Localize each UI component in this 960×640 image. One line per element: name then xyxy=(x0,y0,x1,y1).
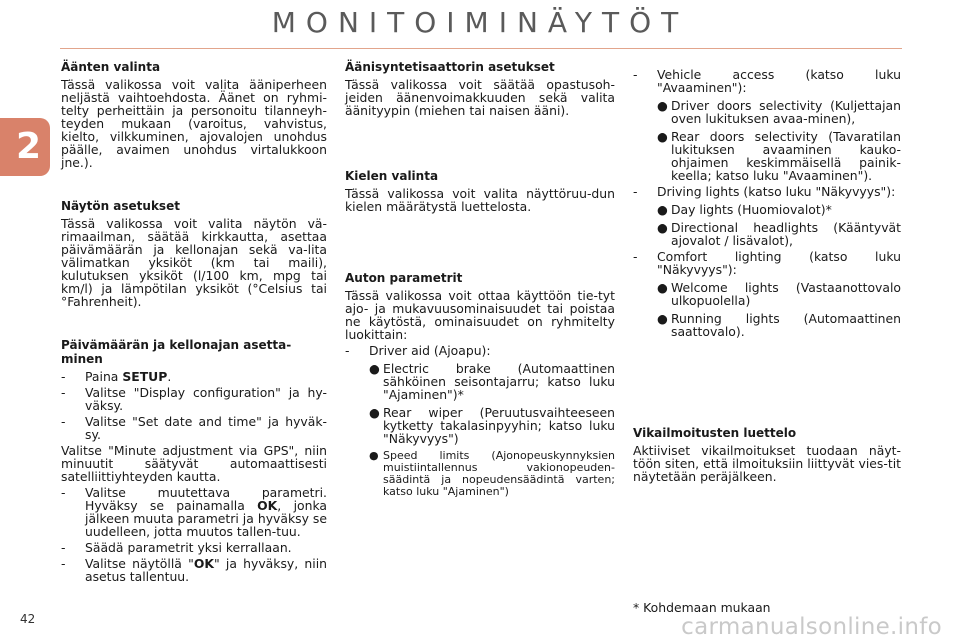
bullet-item: ● Rear wiper (Peruutusvaihteeseen kytketty takalasinpyyhin; katso luku "Näkyvyys") xyxy=(369,405,615,446)
section-text-date-time: Valitse "Minute adjustment via GPS", niin minuutit säätyvät automaattisesti satelliittiyhteyden kautta. xyxy=(61,443,327,484)
bullet-item: ● Driver doors selectivity (Kuljettajan oven lukituksen avaa-minen), xyxy=(657,98,901,126)
page-number: 42 xyxy=(20,612,36,626)
list-item-driving-lights: - Driving lights (katso luku "Näkyvyys"): xyxy=(633,184,896,199)
section-text-voice-synth: Tässä valikossa voit säätää opastusoh-jeiden äänenvoimakkuuden sekä valita äänityypin (miehen tai naisen ääni). xyxy=(345,77,615,118)
list-item: - Valitse näytöllä "OK" ja hyväksy, niin asetus tallentuu. xyxy=(61,556,328,584)
list-item: - Valitse muutettava parametri. Hyväksy se painamalla OK, jonka jälkeen muuta parametri ja hyväksy se uudelleen, jotta muutos tallen-tuu. xyxy=(61,485,327,539)
watermark: carmanualsonline.info xyxy=(681,614,942,640)
chapter-number: 2 xyxy=(16,126,42,167)
section-heading-display-settings: Näytön asetukset xyxy=(61,199,180,213)
list-item: - Säädä parametrit yksi kerrallaan. xyxy=(61,540,292,555)
section-heading-date-time: Päivämäärän ja kellonajan asetta-minen xyxy=(61,338,292,366)
section-heading-voice-synth: Äänisyntetisaattorin asetukset xyxy=(345,60,555,74)
section-heading-vehicle-params: Auton parametrit xyxy=(345,271,463,285)
bullet-item: ● Rear doors selectivity (Tavaratilan lukituksen avaaminen kauko-ohjaimen keskimmäisellä painik-keella; katso luku "Avaaminen"). xyxy=(657,129,901,183)
bullet-item: ● Running lights (Automaattinen saattovalo). xyxy=(657,311,901,339)
list-item-driver-aid: - Driver aid (Ajoapu): xyxy=(345,343,491,358)
section-heading-fault-log: Vikailmoitusten luettelo xyxy=(633,426,797,440)
column-1 xyxy=(61,60,327,583)
section-text-language: Tässä valikossa voit valita näyttöruu-dun kielen määrätystä luettelosta. xyxy=(345,186,615,214)
title-divider xyxy=(60,48,902,49)
bullet-item: ● Day lights (Huomiovalot)* xyxy=(657,202,832,217)
list-item: - Valitse "Display configuration" ja hy-väksy. xyxy=(61,385,327,413)
section-text-display-settings: Tässä valikossa voit valita näytön vä-rimaailman, säätää kirkkautta, asettaa päivämäärän ja kellonajan sekä va-lita välimatkan yksiköt (km tai maili), kulutuksen yksiköt (l/100 km, mpg tai km/l) ja lämpötilan yksiköt (°Celsius tai °Fahrenheit). xyxy=(61,216,327,309)
bullet-item: ● Electric brake (Automaattinen sähköinen seisontajarru; katso luku "Ajaminen")* xyxy=(369,361,615,402)
section-text-vehicle-params: Tässä valikossa voit ottaa käyttöön tie-tyt ajo- ja mukavuusominaisuudet tai poistaa ne käytöstä, ominaisuudet on ryhmitelty luokittain: xyxy=(345,288,615,342)
bullet-item: ● Welcome lights (Vastaanottovalo ulkopuolella) xyxy=(657,280,901,308)
column-3 xyxy=(633,60,901,483)
section-text-sound-selection: Tässä valikossa voit valita ääniperheen neljästä vaihtoehdosta. Äänet on ryhmi-telty perheittäin ja personoitu tilanneyh-teyden mukaan (varoitus, vahvistus, kielto, vilkkuminen, ajovalojen unohdus päälle, avaimen unohdus virtalukkoon jne.). xyxy=(61,77,327,170)
footnote: * Kohdemaan mukaan xyxy=(633,600,771,615)
list-item-vehicle-access: - Vehicle access (katso luku "Avaaminen"): xyxy=(633,67,901,95)
bullet-item: ● Speed limits (Ajonopeuskynnyksien muistiintallennus vakionopeuden-säädintä ja nopeudensäädintä varten; katso luku "Ajaminen") xyxy=(369,449,615,498)
bullet-item: ● Directional headlights (Kääntyvät ajovalot / lisävalot), xyxy=(657,220,901,248)
list-item: - Paina SETUP. xyxy=(61,369,172,384)
section-heading-language: Kielen valinta xyxy=(345,169,439,183)
page-title: MONITOIMINÄYTÖT xyxy=(271,6,689,39)
list-item-comfort-lighting: - Comfort lighting (katso luku "Näkyvyys"): xyxy=(633,249,901,277)
section-text-fault-log: Aktiiviset vikailmoitukset tuodaan näyt-töön siten, että ilmoituksiin liittyvät vies-tit näytetään peräjälkeen. xyxy=(633,443,901,484)
section-heading-sound-selection: Äänten valinta xyxy=(61,60,161,74)
column-2 xyxy=(345,60,615,498)
list-item: - Valitse "Set date and time" ja hyväk-sy. xyxy=(61,414,327,442)
